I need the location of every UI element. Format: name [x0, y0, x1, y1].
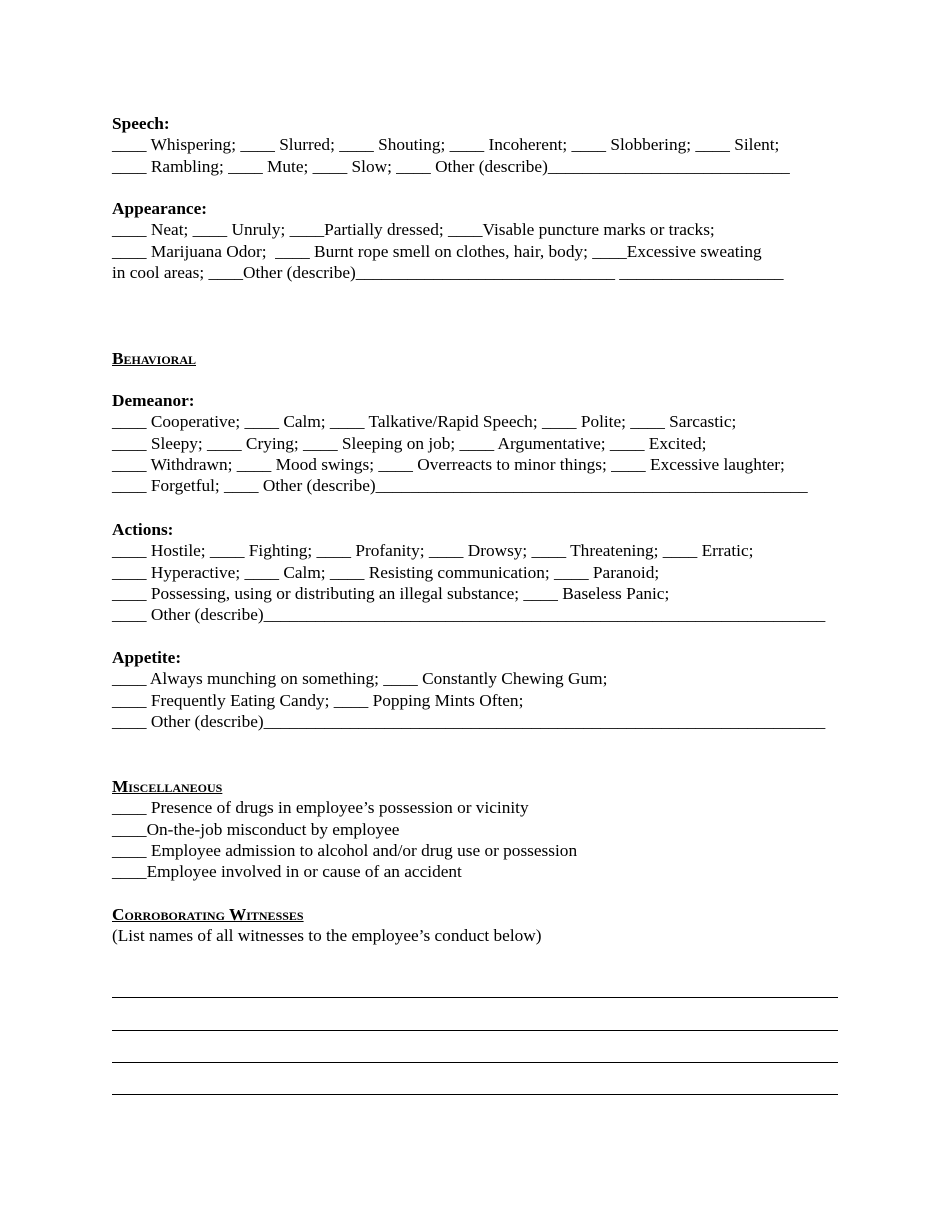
miscellaneous-section: [112, 776, 852, 882]
speech-line-1: ____ Whispering; ____ Slurred; ____ Shouting; ____ Incoherent; ____ Slobbering; ____ Silent;: [112, 135, 780, 155]
appetite-line-3: ____ Other (describe)_________________________________________________________________: [112, 711, 826, 731]
behavioral-section: [112, 348, 852, 369]
appearance-heading: Appearance:: [112, 199, 208, 218]
witnesses-section: [112, 904, 852, 947]
appetite-section: [112, 647, 852, 732]
demeanor-section: [112, 390, 852, 496]
appearance-line-3: in cool areas; ____Other (describe)______________________________ ___________________: [112, 262, 784, 282]
witness-line-3[interactable]: [112, 1062, 838, 1063]
miscellaneous-heading: Miscellaneous: [112, 777, 223, 796]
witness-line-1[interactable]: [112, 997, 838, 998]
actions-line-2: ____ Hyperactive; ____ Calm; ____ Resisting communication; ____ Paranoid;: [112, 562, 660, 582]
misc-line-2: ____On-the-job misconduct by employee: [112, 819, 400, 839]
actions-line-3: ____ Possessing, using or distributing an illegal substance; ____ Baseless Panic;: [112, 583, 670, 603]
misc-line-3: ____ Employee admission to alcohol and/or drug use or possession: [112, 840, 578, 860]
demeanor-heading: Demeanor:: [112, 391, 195, 410]
appearance-line-1: ____ Neat; ____ Unruly; ____Partially dressed; ____Visable puncture marks or tracks;: [112, 220, 715, 240]
appetite-line-2: ____ Frequently Eating Candy; ____ Popping Mints Often;: [112, 690, 524, 710]
appetite-heading: Appetite:: [112, 648, 182, 667]
witness-line-4[interactable]: [112, 1094, 838, 1095]
behavioral-heading: Behavioral: [112, 349, 196, 368]
misc-line-1: ____ Presence of drugs in employee’s possession or vicinity: [112, 798, 529, 818]
appetite-line-1: ____ Always munching on something; ____ Constantly Chewing Gum;: [112, 669, 608, 689]
demeanor-line-2: ____ Sleepy; ____ Crying; ____ Sleeping on job; ____ Argumentative; ____ Excited;: [112, 433, 707, 453]
speech-line-2: ____ Rambling; ____ Mute; ____ Slow; ____ Other (describe)____________________________: [112, 156, 790, 176]
demeanor-line-3: ____ Withdrawn; ____ Mood swings; ____ Overreacts to minor things; ____ Excessive laughter;: [112, 454, 785, 474]
speech-section: [112, 113, 852, 177]
actions-heading: Actions:: [112, 520, 174, 539]
actions-line-1: ____ Hostile; ____ Fighting; ____ Profanity; ____ Drowsy; ____ Threatening; ____ Erratic;: [112, 541, 754, 561]
actions-section: [112, 519, 852, 625]
demeanor-line-1: ____ Cooperative; ____ Calm; ____ Talkative/Rapid Speech; ____ Polite; ____ Sarcastic;: [112, 412, 737, 432]
misc-line-4: ____Employee involved in or cause of an accident: [112, 862, 462, 882]
witnesses-note: (List names of all witnesses to the employee’s conduct below): [112, 926, 542, 946]
actions-line-4: ____ Other (describe)_________________________________________________________________: [112, 605, 826, 625]
witness-line-2[interactable]: [112, 1030, 838, 1031]
witnesses-heading: Corroborating Witnesses: [112, 905, 304, 924]
demeanor-line-4: ____ Forgetful; ____ Other (describe)__________________________________________________: [112, 476, 808, 496]
appearance-section: [112, 198, 852, 283]
speech-heading: Speech:: [112, 114, 170, 133]
appearance-line-2: ____ Marijuana Odor; ____ Burnt rope smell on clothes, hair, body; ____Excessive sweating: [112, 241, 762, 261]
